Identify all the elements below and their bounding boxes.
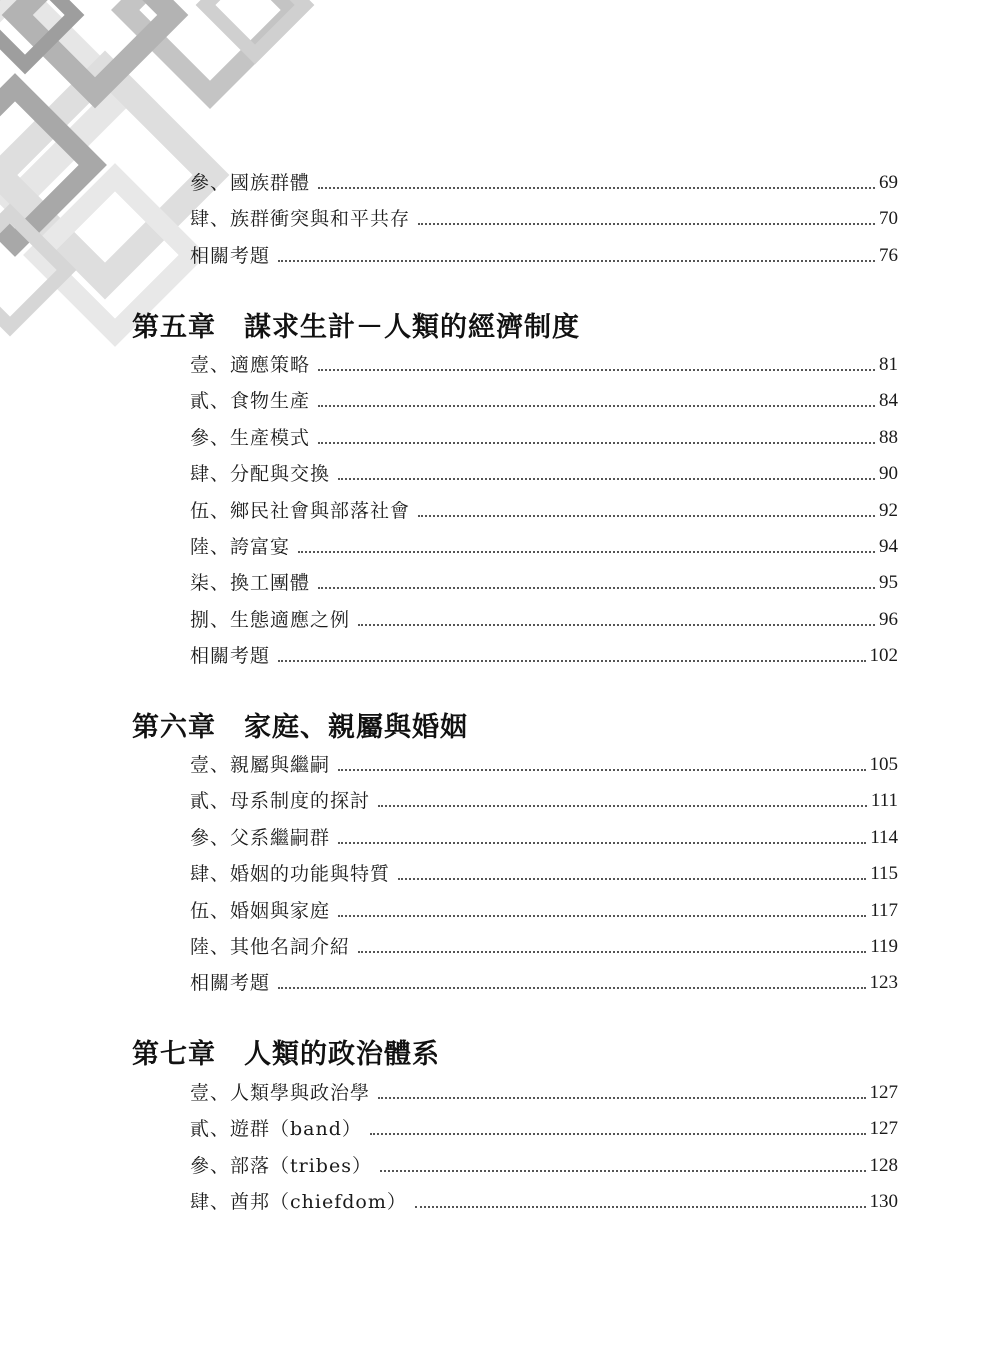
toc-entry[interactable] [190, 498, 898, 524]
toc-page-number: 76 [879, 244, 898, 266]
toc-entry-label: 貳、母系制度的探討 [190, 790, 371, 813]
dot-leader [278, 260, 875, 262]
toc-entry[interactable] [190, 1189, 898, 1215]
toc-page-number: 102 [869, 645, 898, 667]
toc-entry-label: 壹、人類學與政治學 [190, 1082, 371, 1104]
dot-leader [418, 515, 875, 517]
toc-page-number: 70 [879, 208, 898, 230]
toc-page-number: 92 [879, 499, 898, 521]
toc-page-number: 111 [870, 790, 898, 812]
toc-entry[interactable] [190, 1153, 898, 1179]
toc-entry[interactable] [190, 643, 898, 669]
toc-entry[interactable] [190, 352, 898, 378]
toc-entry[interactable] [190, 861, 898, 887]
dot-leader [318, 187, 875, 189]
toc-entry-label: 陸、誇富宴 [190, 536, 291, 558]
dot-leader [338, 769, 865, 771]
dot-leader [415, 1206, 866, 1208]
toc-entry[interactable] [190, 825, 898, 851]
toc-entry-label: 相關考題 [190, 244, 271, 267]
dot-leader [318, 442, 875, 444]
toc-page-number: 88 [879, 426, 898, 448]
toc-entry[interactable] [190, 170, 898, 196]
toc-page-number: 117 [870, 899, 898, 921]
toc-page-number: 128 [869, 1154, 898, 1176]
toc-page-number: 69 [879, 172, 898, 193]
toc-entry-label: 柒、換工團體 [190, 572, 311, 595]
chapter-number: 第七章 [132, 1039, 216, 1070]
dot-leader [318, 587, 875, 589]
toc-page-number: 105 [869, 754, 898, 775]
dot-leader [378, 1097, 865, 1099]
toc-entry[interactable] [190, 1116, 898, 1142]
dot-leader [358, 951, 866, 953]
toc-entry[interactable] [190, 607, 898, 633]
dot-leader [418, 223, 875, 225]
toc-page-number: 130 [869, 1191, 898, 1213]
toc-page-number: 127 [869, 1082, 898, 1103]
toc-entry[interactable] [190, 752, 898, 778]
dot-leader [378, 805, 867, 807]
chapter-heading[interactable] [132, 310, 580, 346]
chapter-heading[interactable] [132, 1037, 440, 1073]
toc-entry-label: 陸、其他名詞介紹 [190, 936, 351, 958]
toc-entry-label: 貳、食物生產 [190, 390, 311, 413]
toc-entry[interactable] [190, 970, 898, 996]
toc-entry-label: 捌、生態適應之例 [190, 608, 351, 631]
dot-leader [338, 478, 875, 480]
dot-leader [338, 915, 866, 917]
toc-entry-label: 肆、婚姻的功能與特質 [190, 863, 391, 886]
toc-entry-label: 伍、婚姻與家庭 [190, 899, 331, 922]
toc-entry-label: 相關考題 [190, 645, 271, 668]
toc-entry[interactable] [190, 388, 898, 414]
dot-leader [318, 369, 875, 371]
toc-page-number: 127 [869, 1118, 898, 1140]
toc-entry-label: 壹、親屬與繼嗣 [190, 754, 331, 776]
dot-leader [338, 842, 866, 844]
chapter-title: 家庭、親屬與婚姻 [244, 712, 468, 743]
toc-entry[interactable] [190, 461, 898, 487]
toc-entry-label: 伍、鄉民社會與部落社會 [190, 499, 411, 522]
dot-leader [298, 551, 875, 553]
dot-leader [370, 1133, 866, 1135]
toc-entry-label: 肆、酋邦（chiefdom） [190, 1191, 407, 1214]
toc-page-number: 115 [870, 863, 898, 885]
dot-leader [380, 1170, 866, 1172]
dot-leader [358, 624, 875, 626]
toc-entry[interactable] [190, 243, 898, 269]
toc-entry-label: 相關考題 [190, 972, 271, 995]
dot-leader [398, 878, 866, 880]
chapter-heading[interactable] [132, 710, 468, 746]
toc-entry-label: 壹、適應策略 [190, 354, 311, 376]
toc-entry-label: 肆、分配與交換 [190, 463, 331, 486]
toc-entry-label: 參、父系繼嗣群 [190, 826, 331, 849]
toc-entry-label: 參、部落（tribes） [190, 1154, 372, 1177]
chapter-title: 人類的政治體系 [244, 1039, 440, 1070]
toc-entry[interactable] [190, 788, 898, 814]
toc-entry[interactable] [190, 570, 898, 596]
dot-leader [278, 987, 865, 989]
toc-page-number: 94 [879, 536, 898, 557]
toc-entry[interactable] [190, 934, 898, 960]
chapter-number: 第五章 [132, 312, 216, 343]
chapter-title: 謀求生計－人類的經濟制度 [244, 312, 580, 343]
toc-entry[interactable] [190, 534, 898, 560]
toc-page-number: 84 [879, 390, 898, 412]
toc-entry[interactable] [190, 206, 898, 232]
toc-entry-label: 貳、遊群（band） [190, 1118, 362, 1141]
toc-page-number: 96 [879, 608, 898, 630]
toc-entry-label: 參、生產模式 [190, 426, 311, 449]
toc-page-number: 90 [879, 463, 898, 485]
chapter-number: 第六章 [132, 712, 216, 743]
dot-leader [278, 660, 865, 662]
dot-leader [318, 405, 875, 407]
toc-page-number: 119 [870, 936, 898, 957]
toc-page-number: 95 [879, 572, 898, 594]
toc-entry[interactable] [190, 1080, 898, 1106]
toc-page-number: 123 [869, 972, 898, 994]
toc-page-number: 81 [879, 354, 898, 375]
toc-entry[interactable] [190, 425, 898, 451]
toc-page-number: 114 [870, 826, 898, 848]
toc-entry[interactable] [190, 898, 898, 924]
toc-entry-label: 肆、族群衝突與和平共存 [190, 208, 411, 231]
toc-entry-label: 參、國族群體 [190, 172, 311, 194]
